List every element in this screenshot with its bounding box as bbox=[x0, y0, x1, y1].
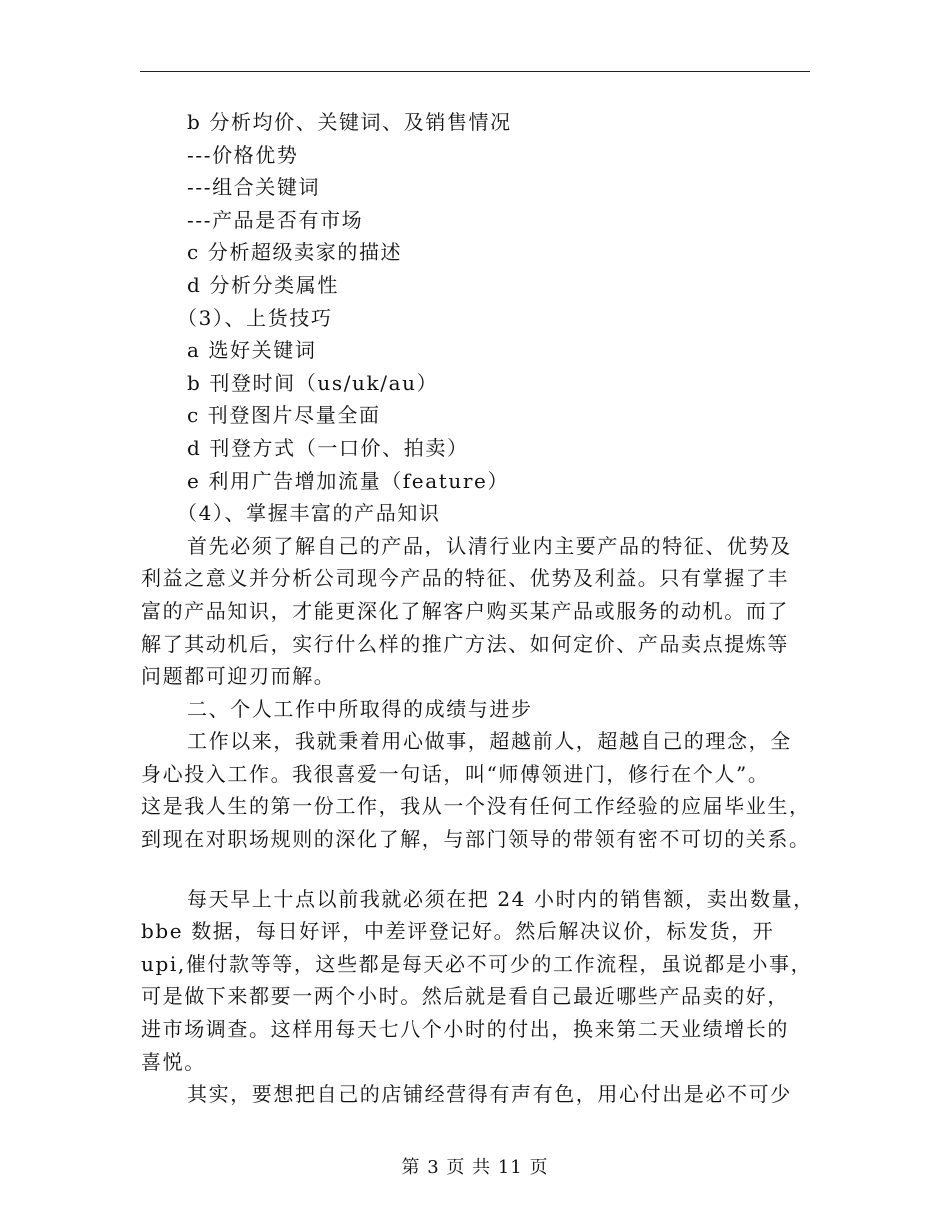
paragraph-line: bbe 数据，每日好评，中差评登记好。然后解决议价，标发货，开 bbox=[141, 919, 775, 944]
paragraph-line: 问题都可迎刃而解。 bbox=[141, 664, 336, 689]
list-item: a 选好关键词 bbox=[187, 338, 317, 363]
section-heading: （3）、上货技巧 bbox=[177, 305, 333, 330]
page-number: 第 3 页 共 11 页 bbox=[401, 1157, 549, 1178]
paragraph-line: 进市场调查。这样用每天七八个小时的付出，换来第二天业绩增长的 bbox=[141, 1017, 789, 1042]
section-heading: （4）、掌握丰富的产品知识 bbox=[177, 501, 441, 526]
list-item: b 刊登时间（us/uk/au） bbox=[187, 370, 439, 395]
header-rule bbox=[140, 71, 810, 72]
paragraph-line: upi,催付款等等，这些都是每天必不可少的工作流程，虽说都是小事， bbox=[141, 951, 813, 976]
paragraph-conclusion bbox=[141, 1078, 811, 1111]
paragraph-line: 利益之意义并分析公司现今产品的特征、优势及利益。只有掌握了丰 bbox=[141, 566, 789, 591]
paragraph-line: 这是我人生的第一份工作，我从一个没有任何工作经验的应届毕业生， bbox=[141, 794, 811, 819]
section-title: 二、个人工作中所取得的成绩与进步 bbox=[187, 696, 533, 721]
list-item: ---产品是否有市场 bbox=[187, 207, 364, 232]
paragraph-line: 每天早上十点以前我就必须在把 24 小时内的销售额，卖出数量， bbox=[187, 886, 815, 911]
list-item: e 利用广告增加流量（feature） bbox=[187, 468, 510, 493]
paragraph-line: 工作以来，我就秉着用心做事，超越前人，超越自己的理念，全 bbox=[187, 729, 792, 754]
list-item: b 分析均价、关键词、及销售情况 bbox=[187, 110, 512, 134]
list-item: d 分析分类属性 bbox=[187, 272, 339, 297]
paragraph-line: 解了其动机后，实行什么样的推广方法、如何定价、产品卖点提炼等 bbox=[141, 631, 789, 656]
paragraph-line: 到现在对职场规则的深化了解，与部门领导的带领有密不可切的关系。 bbox=[141, 827, 811, 852]
paragraph-line: 喜悦。 bbox=[141, 1049, 206, 1074]
paragraph-line: 身心投入工作。我很喜爱一句话，叫“师傅领进门，修行在个人”。 bbox=[141, 761, 770, 786]
paragraph-line: 其实，要想把自己的店铺经营得有声有色，用心付出是必不可少 bbox=[187, 1082, 792, 1107]
document-body bbox=[141, 106, 815, 1111]
paragraph-line: 首先必须了解自己的产品，认清行业内主要产品的特征、优势及 bbox=[187, 533, 792, 558]
paragraph-line: 富的产品知识，才能更深化了解客户购买某产品或服务的动机。而了 bbox=[141, 598, 789, 623]
list-item: c 刊登图片尽量全面 bbox=[187, 403, 381, 428]
list-item: ---价格优势 bbox=[187, 142, 299, 167]
paragraph-line: 可是做下来都要一两个小时。然后就是看自己最近哪些产品卖的好， bbox=[141, 984, 789, 1009]
paragraph-daily-routine bbox=[141, 883, 815, 1079]
list-item: d 刊登方式（一口价、拍卖） bbox=[187, 435, 469, 460]
paragraph-work-attitude bbox=[141, 725, 811, 855]
list-item: c 分析超级卖家的描述 bbox=[187, 240, 403, 265]
list-item: ---组合关键词 bbox=[187, 175, 321, 200]
paragraph-product-knowledge bbox=[141, 530, 811, 693]
paragraph-spacer bbox=[141, 856, 811, 883]
